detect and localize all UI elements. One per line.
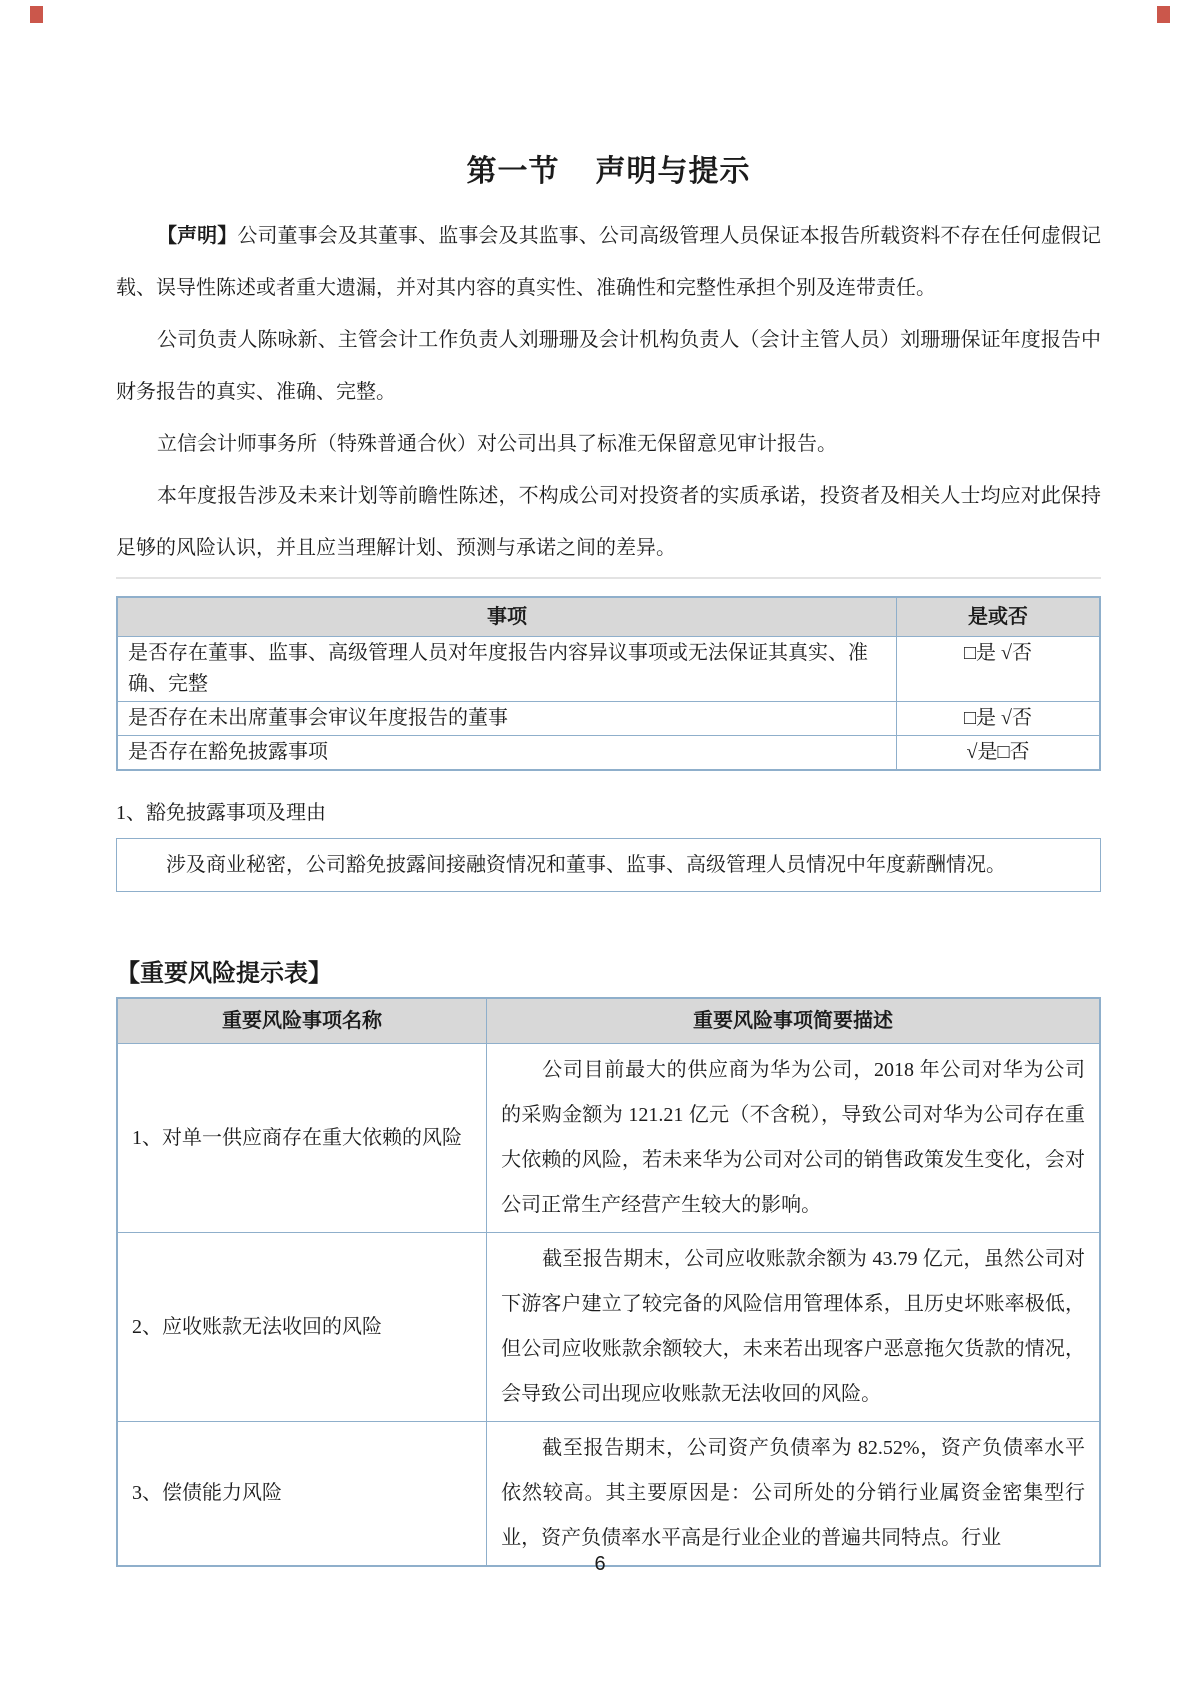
declaration-paragraph: [116, 210, 1101, 314]
scan-artifact-top-right: [1157, 6, 1170, 23]
risk-desc-cell: [487, 1044, 1100, 1233]
declaration-text: 公司董事会及其董事、监事会及其监事、公司高级管理人员保证本报告所载资料不存在任何虚假记载、误导性陈述或者重大遗漏，并对其内容的真实性、准确性和完整性承担个别及连带责任。: [116, 225, 1102, 299]
declaration-section: [116, 210, 1101, 574]
risk-name-cell: 2、应收账款无法收回的风险: [117, 1233, 487, 1422]
item-cell: 是否存在豁免披露事项: [117, 736, 897, 771]
table-row: [117, 702, 1100, 736]
risk-table-header-name: 重要风险事项名称: [117, 998, 487, 1044]
exemption-box: [116, 838, 1101, 892]
risk-desc-cell: [487, 1422, 1100, 1567]
table-row: [117, 637, 1100, 702]
paragraph-auditor: 立信会计师事务所（特殊普通合伙）对公司出具了标准无保留意见审计报告。: [157, 433, 837, 455]
page-number: 6: [594, 1553, 606, 1575]
items-table-header-item: 事项: [117, 597, 897, 637]
scan-artifact-line: [116, 577, 1101, 579]
risk-table-heading: 【重要风险提示表】: [116, 960, 332, 987]
paragraph-responsible-persons: 公司负责人陈咏新、主管会计工作负责人刘珊珊及会计机构负责人（会计主管人员）刘珊珊保证年度报告中财务报告的真实、准确、完整。: [116, 329, 1101, 403]
item-cell: 是否存在未出席董事会审议年度报告的董事: [117, 702, 897, 736]
answer-cell: □是 √否: [897, 702, 1100, 736]
risk-table-header-row: [117, 998, 1100, 1044]
exemption-heading: 1、豁免披露事项及理由: [116, 802, 326, 824]
item-cell: 是否存在董事、监事、高级管理人员对年度报告内容异议事项或无法保证其真实、准确、完整: [117, 637, 897, 702]
answer-cell: √是□否: [897, 736, 1100, 771]
items-table-header-row: [117, 597, 1100, 637]
page-title-name: 声明与提示: [595, 155, 751, 188]
page-title: [116, 148, 1101, 196]
scan-artifact-top-left: [30, 6, 43, 23]
risk-name-cell: 3、偿债能力风险: [117, 1422, 487, 1567]
risk-table-header-desc: 重要风险事项简要描述: [487, 998, 1100, 1044]
table-row: [117, 1233, 1100, 1422]
risk-desc-cell: [487, 1233, 1100, 1422]
items-table-header-yesno: 是或否: [897, 597, 1100, 637]
table-row: [117, 1044, 1100, 1233]
paragraph-forward-looking: 本年度报告涉及未来计划等前瞻性陈述，不构成公司对投资者的实质承诺，投资者及相关人士均应对此保持足够的风险认识，并且应当理解计划、预测与承诺之间的差异。: [116, 485, 1101, 559]
table-row: [117, 1422, 1100, 1567]
page-title-section: 第一节: [466, 155, 560, 188]
risk-name-cell: 1、对单一供应商存在重大依赖的风险: [117, 1044, 487, 1233]
answer-cell: □是 √否: [897, 637, 1100, 702]
declaration-label: 【声明】: [157, 225, 238, 247]
items-table: [116, 596, 1101, 771]
risk-desc-text: 截至报告期末，公司资产负债率为 82.52%，资产负债率水平依然较高。其主要原因是：公司所处的分销行业属资金密集型行业，资产负债率水平高是行业企业的普遍共同特点。行业: [501, 1437, 1085, 1549]
page-content: [116, 0, 1101, 1567]
risk-table: [116, 997, 1101, 1567]
risk-desc-text: 截至报告期末，公司应收账款余额为 43.79 亿元，虽然公司对下游客户建立了较完备的风险信用管理体系，且历史坏账率极低，但公司应收账款余额较大，未来若出现客户恶意拖欠货款的情况，会导致公司出现应收账款无法收回的风险。: [501, 1248, 1085, 1405]
table-row: [117, 736, 1100, 771]
exemption-text: 涉及商业秘密，公司豁免披露间接融资情况和董事、监事、高级管理人员情况中年度薪酬情况。: [166, 854, 1006, 876]
risk-desc-text: 公司目前最大的供应商为华为公司，2018 年公司对华为公司的采购金额为 121.21 亿元（不含税），导致公司对华为公司存在重大依赖的风险，若未来华为公司对公司的销售政策发生变化，会对公司正常生产经营产生较大的影响。: [501, 1059, 1085, 1216]
